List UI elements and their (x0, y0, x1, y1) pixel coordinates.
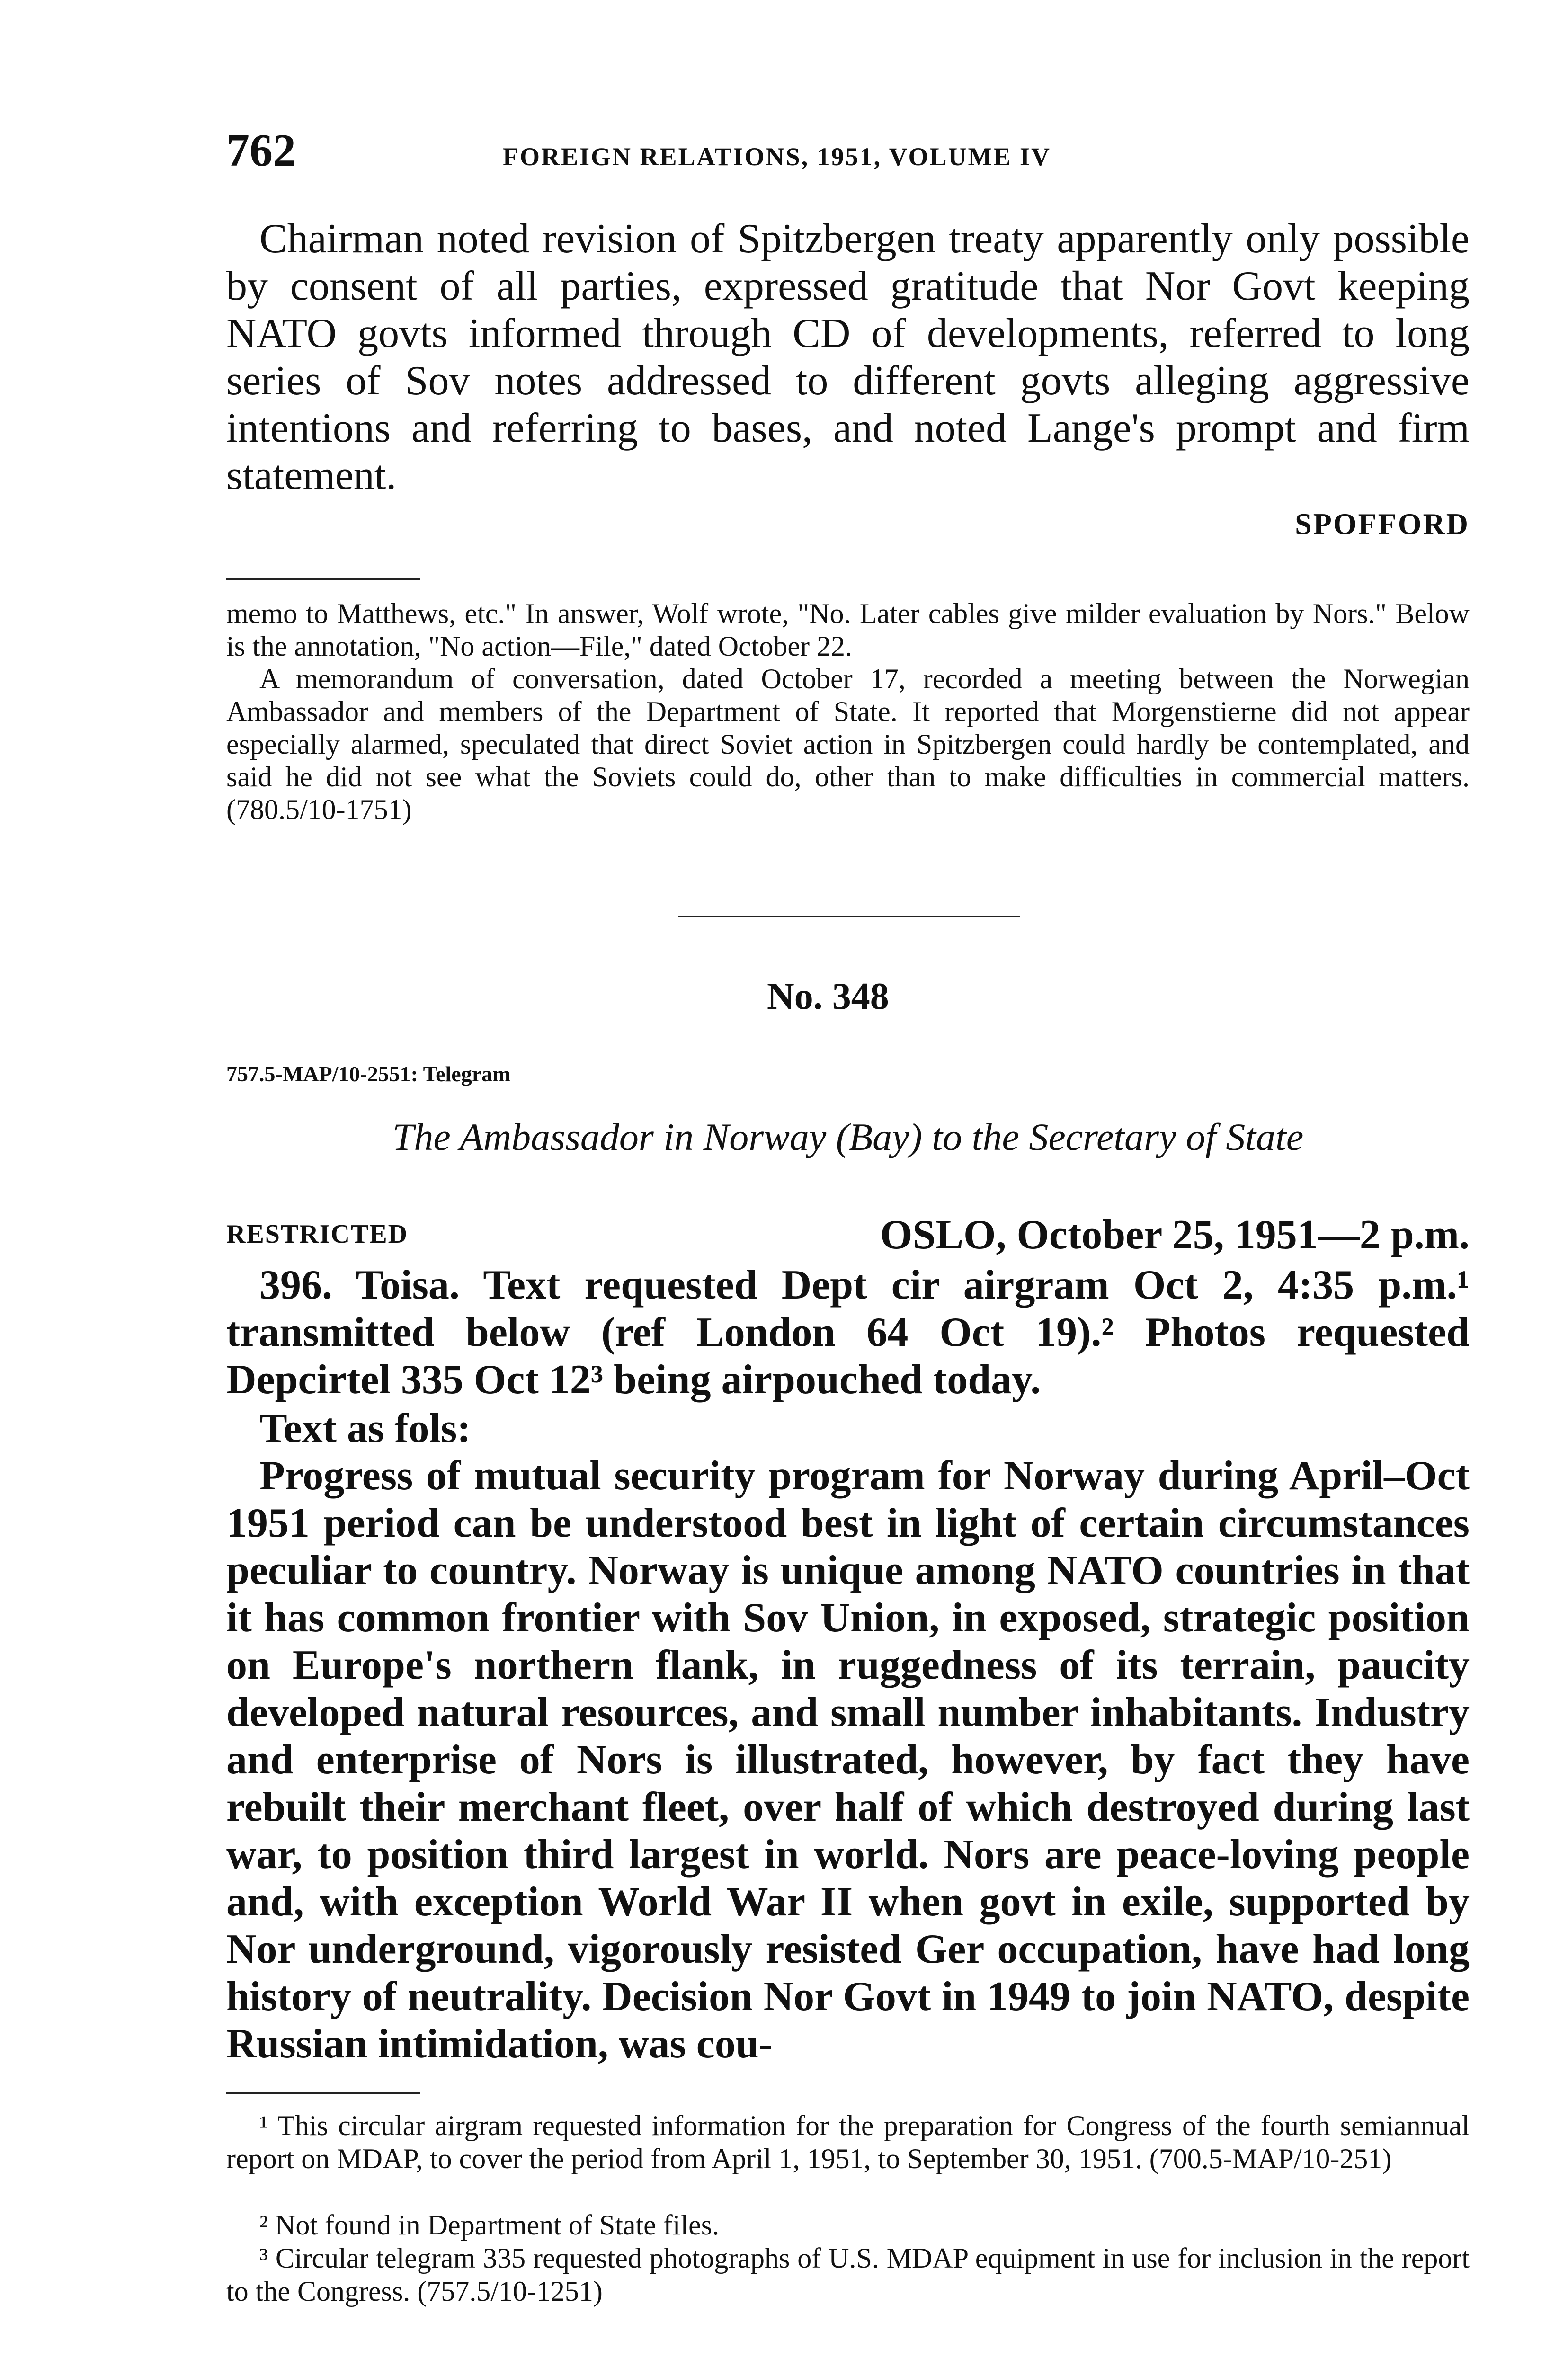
telegram-opening: 396. Toisa. Text requested Dept cir airgram Oct 2, 4:35 p.m.¹ transmitted below (ref London 64 Oct 19).² Photos requested Depcirtel 335 Oct 12³ being airpouched today. (226, 1262, 1470, 1403)
text-intro: Text as fols: (259, 1406, 471, 1451)
footnote-1: ¹ This circular airgram requested information for the preparation for Congress of the fourth semiannual report on MDAP, to cover the period from April 1, 1951, to September 30, 1951. (700.5-MAP/10-251) (226, 2110, 1470, 2174)
signature: SPOFFORD (1295, 507, 1470, 541)
footnotes-divider (226, 2092, 420, 2094)
running-title: FOREIGN RELATIONS, 1951, VOLUME IV (503, 142, 1051, 171)
page-number: 762 (226, 125, 296, 176)
section-divider (678, 916, 1020, 917)
closing-paragraph: Chairman noted revision of Spitzbergen treaty apparently only possible by consent of all parties, expressed gratitude that Nor Govt keeping NATO govts informed through CD of developments, referred to long series of Sov notes addressed to different govts alleging aggressive intentions and referring to bases, and noted Lange's prompt and firm statement. (226, 216, 1470, 498)
telegram-body: Progress of mutual security program for Norway during April–Oct 1951 period can be understood best in light of certain circumstances peculiar to country. Norway is unique among NATO countries in that it has common frontier with Sov Union, in exposed, strategic position on Europe's northern flank, in ruggedness of its terrain, paucity developed natural resources, and small number inhabitants. Industry and enterprise of Nors is illustrated, however, by fact they have rebuilt their merchant fleet, over half of which destroyed during last war, to position third largest in world. Nors are peace-loving people and, with exception World War II when govt in exile, supported by Nor underground, vigorously resisted Ger occupation, have had long history of neutrality. Decision Nor Govt in 1949 to join NATO, despite Russian intimidation, was cou- (226, 1453, 1470, 2067)
footnote-divider (226, 578, 420, 580)
document-title: The Ambassador in Norway (Bay) to the Secretary of State (392, 1115, 1304, 1158)
classification-label: RESTRICTED (226, 1219, 409, 1249)
dateline: OSLO, October 25, 1951—2 p.m. (880, 1212, 1470, 1258)
continued-footnote: memo to Matthews, etc." In answer, Wolf wrote, "No. Later cables give milder evaluation by Nors." Below is the annotation, "No action—File," dated October 22. (226, 598, 1470, 662)
memorandum-footnote: A memorandum of conversation, dated October 17, recorded a meeting between the Norwegian Ambassador and members of the Department of State. It reported that Morgenstierne did not appear especially alarmed, speculated that direct Soviet action in Spitzbergen could hardly be contemplated, and said he did not see what the Soviets could do, other than to make difficulties in commercial matters. (780.5/10-1751) (226, 663, 1470, 825)
footnote-3: ³ Circular telegram 335 requested photographs of U.S. MDAP equipment in use for inclusion in the report to the Congress. (757.5/10-1251) (226, 2242, 1470, 2307)
footnote-2: ² Not found in Department of State files. (259, 2209, 720, 2241)
document-number: No. 348 (767, 976, 889, 1017)
file-reference: 757.5-MAP/10-2551: Telegram (226, 1062, 511, 1086)
